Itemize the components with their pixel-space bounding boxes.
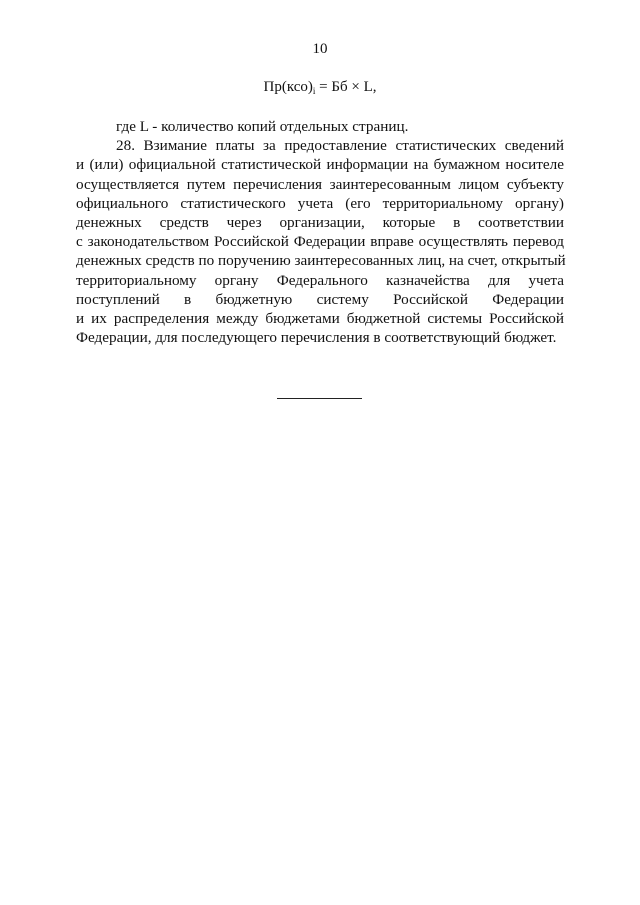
formula-lhs: Пр(ксо) — [263, 79, 313, 95]
formula — [0, 78, 640, 100]
paragraph-line: официального статистического учета (его территориальному органу) — [76, 194, 564, 212]
paragraph-line: и их распределения между бюджетами бюджетной системы Российской — [76, 309, 564, 327]
paragraph-line: территориальному органу Федерального казначейства для учета — [76, 271, 564, 289]
paragraph-line: денежных средств по поручению заинтересованных лиц, на счет, открытый — [76, 252, 566, 270]
paragraph-line: и (или) официальной статистической информации на бумажном носителе — [76, 156, 564, 174]
paragraph-line: 28. Взимание платы за предоставление статистических сведений — [116, 137, 564, 155]
document-body — [76, 117, 564, 347]
paragraph-line: денежных средств через организации, которые в соответствии — [76, 213, 564, 231]
where-definition-line: где L - количество копий отдельных страниц. — [116, 118, 409, 135]
end-of-document-rule — [277, 398, 362, 399]
page-number: 10 — [312, 41, 328, 57]
paragraph-line: с законодательством Российской Федерации вправе осуществлять перевод — [76, 233, 564, 251]
paragraph-line: осуществляется путем перечисления заинтересованным лицом субъекту — [76, 175, 564, 193]
paragraph-28 — [76, 136, 564, 347]
paragraph-line: Федерации, для последующего перечисления в соответствующий бюджет. — [76, 329, 557, 347]
formula-rhs: = Бб × L, — [315, 79, 377, 95]
paragraph-line: поступлений в бюджетную систему Российской Федерации — [76, 290, 564, 308]
formula-subscript: i — [312, 86, 316, 96]
